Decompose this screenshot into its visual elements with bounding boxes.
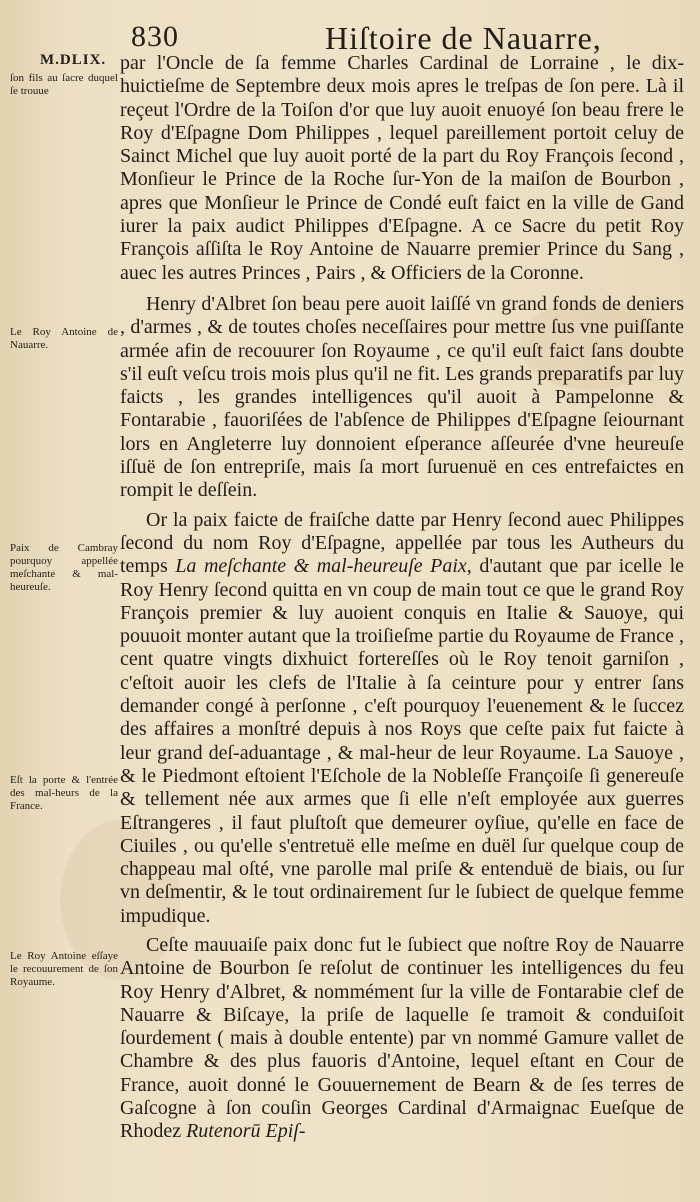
running-title: Hiſtoire de Nauarre, bbox=[325, 20, 602, 56]
margin-note: Paix de Cambray pourquoy appellée meſchante & mal-heureuſe. bbox=[10, 542, 118, 593]
paragraph: Henry d'Albret ſon beau pere auoit laiſſé vn grand fonds de deniers , d'armes , & de toutes choſes neceſſaires pour mettre ſus vne puiſſante armée afin de recouurer ſon Royaume , ce qu'il euſt faict ſans doubte s'il euſt veſcu trois mois plus qu'il ne fit. Les grands preparatifs par luy faicts , les grandes intelligences qu'il auoit à Pampelonne & Fontarabie , fauoriſées de l'abſence de Philippes d'Eſpagne ſeiournant lors en Angleterre luy donnoient eſperance aſſeurée d'vne heureuſe iſſuë de ſon entrepriſe, mais ſa mort ſuruenuë en ces entrefaictes en rompit le deſſein. bbox=[120, 292, 684, 502]
paragraph: par l'Oncle de ſa femme Charles Cardinal de Lorraine , le dix-huictieſme de Septembre deux mois apres le treſpas de ſon pere. Là il reçeut l'Ordre de la Toiſon d'or que luy auoit enuoyé ſon beau frere le Roy d'Eſpagne Dom Philippes , lequel pareillement portoit celuy de Sainct Michel que luy auoit porté de la part du Roy François ſecond , Monſieur le Prince de la Roche ſur-Yon de la maiſon de Bourbon , apres que Monſieur le Prince de Condé euſt faict en la ville de Gand iurer la paix audict Philippes d'Eſpagne. A ce Sacre du petit Roy François aſſiſta le Roy Antoine de Nauarre premier Prince du Sang , auec les autres Princes , Pairs , & Officiers de la Coronne. bbox=[120, 52, 684, 284]
margin-note: Le Roy Antoine de Nauarre. bbox=[10, 326, 118, 351]
margin-year: M.DLIX. bbox=[40, 52, 107, 68]
paragraph-text: Ceſte mauuaiſe paix donc fut le ſubiect que noſtre Roy de Nauarre Antoine de Bourbon ſe reſolut de continuer les intelligences du feu Roy Henry d'Albret, & nommément ſur la ville de Fontarabie clef de Nauarre & Biſcaye, la priſe de laquelle ſe tramoit & conduiſoit ſourdement ( mais à double entente) par vn nommé Gamure vallet de Chambre & des plus fauoris d'Antoine, lequel eſtant en Cour de France, auoit donné le Gouuernement de Bearn & de ſes terres de Gaſcogne à ſon couſin Georges Cardinal d'Armaignac Eueſque de Rhodez bbox=[120, 933, 684, 1143]
italic-phrase: La meſchante & mal-heureuſe Paix bbox=[175, 555, 467, 578]
paragraph-text: , d'autant que par icelle le Roy Henry ſecond quitta en vn coup de main tout ce que le grand Roy François premier & luy auoient conquis en Italie & Sauoye, qui pouuoit monter autant que la troiſieſme partie du Royaume de France , cent quatre vingts dixhuict fortereſſes où le Roy tenoit garniſon , c'eſtoit auoir les clefs de l'Italie à ſa ceinture pour y entrer ſans demander congé à perſonne , c'eſt pourquoy l'euenement & le ſuccez des affaires a monſtré depuis à nos Roys que ceſte paix fut faicte à leur grand deſ-aduantage , & mal-heur de leur Royaume. La Sauoye , & le Piedmont eſtoient l'Eſchole de la Nobleſſe Françoiſe ſi genereuſe & tellement née aux armes que ſi elle n'eſt employée aux guerres Eſtrangeres , il faut pluſtoſt que demeurer oyſiue, qu'elle en face de Ciuiles , ou qu'elle s'entretuë elle meſme en duël ſur quelque coup de chappeau mal oſté, vne parolle mal priſe & entenduë de biais, ou ſur vn deſmentir, & le tout ordinairement ſur le ſubiect de quelque femme impudique. bbox=[120, 555, 685, 927]
paragraph bbox=[120, 509, 684, 928]
catchword: Rutenorū Epiſ- bbox=[186, 1120, 306, 1143]
main-text bbox=[120, 52, 684, 1144]
margin-note: Le Roy Antoine eſſaye le recouurement de ſon Royaume. bbox=[10, 950, 118, 988]
folio-number: 830 bbox=[131, 20, 179, 53]
paragraph bbox=[120, 934, 684, 1144]
margin-note: ſon fils au ſacre duquel ſe trouue bbox=[10, 72, 118, 97]
margin-note: Eſt la porte & l'entrée des mal-heurs de la France. bbox=[10, 774, 118, 812]
paragraph-text: Or la paix faicte de fraiſche datte par Henry ſecond auec Philippes ſecond du nom Roy d'Eſpagne, appellée par tous les Autheurs du temps bbox=[120, 508, 684, 578]
